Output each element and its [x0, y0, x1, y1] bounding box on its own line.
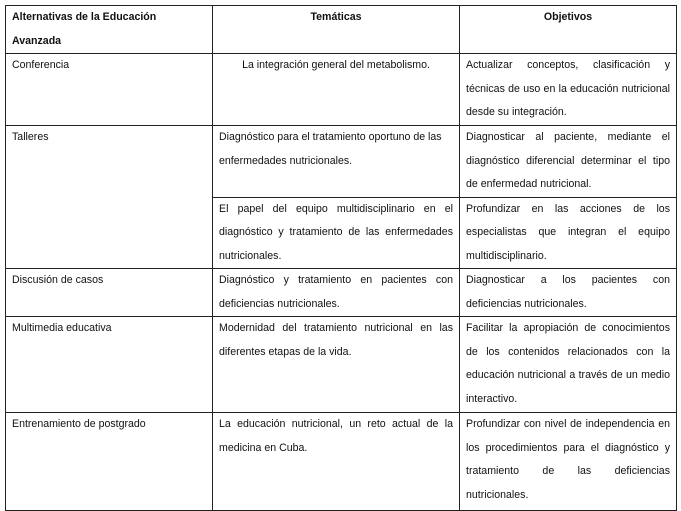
cell-alternativa: Discusión de casos: [6, 269, 213, 317]
cell-tematica: Diagnóstico y tratamiento en pacientes con deficiencias nutricionales.: [213, 269, 460, 317]
cell-tematica: Diagnóstico para el tratamiento oportuno de las enfermedades nutricionales.: [213, 126, 460, 198]
table-row: [6, 269, 677, 317]
cell-objetivo: Actualizar conceptos, clasificación y técnicas de uso en la educación nutricional desde su integración.: [460, 54, 677, 126]
header-objetivos: Objetivos: [460, 6, 677, 54]
cell-tematica: Modernidad del tratamiento nutricional en las diferentes etapas de la vida.: [213, 317, 460, 413]
cell-alternativa: Conferencia: [6, 54, 213, 126]
header-tematicas: Temáticas: [213, 6, 460, 54]
cell-objetivo: Diagnosticar a los pacientes con deficiencias nutricionales.: [460, 269, 677, 317]
cell-alternativa: Multimedia educativa: [6, 317, 213, 413]
cell-tematica: El papel del equipo multidisciplinario en el diagnóstico y tratamiento de las enfermedades nutricionales.: [213, 197, 460, 269]
cell-objetivo: Diagnosticar al paciente, mediante el diagnóstico diferencial determinar el tipo de enfermedad nutricional.: [460, 126, 677, 198]
header-alternativas: Alternativas de la Educación Avanzada: [6, 6, 213, 54]
table-row: [6, 413, 677, 511]
cell-tematica: La integración general del metabolismo.: [213, 54, 460, 126]
cell-objetivo: Profundizar en las acciones de los especialistas que integran el equipo multidisciplinario.: [460, 197, 677, 269]
table-row: [6, 126, 677, 198]
table-row: [6, 54, 677, 126]
table-row: [6, 317, 677, 413]
cell-tematica: La educación nutricional, un reto actual de la medicina en Cuba.: [213, 413, 460, 511]
cell-objetivo: Facilitar la apropiación de conocimientos de los contenidos relacionados con la educación nutricional a través de un medio interactivo.: [460, 317, 677, 413]
cell-alternativa: Entrenamiento de postgrado: [6, 413, 213, 511]
header-row: [6, 6, 677, 54]
education-alternatives-table: [5, 5, 677, 511]
cell-alternativa: Talleres: [6, 126, 213, 269]
cell-objetivo: Profundizar con nivel de independencia en los procedimientos para el diagnóstico y tratamiento de las deficiencias nutricionales.: [460, 413, 677, 511]
